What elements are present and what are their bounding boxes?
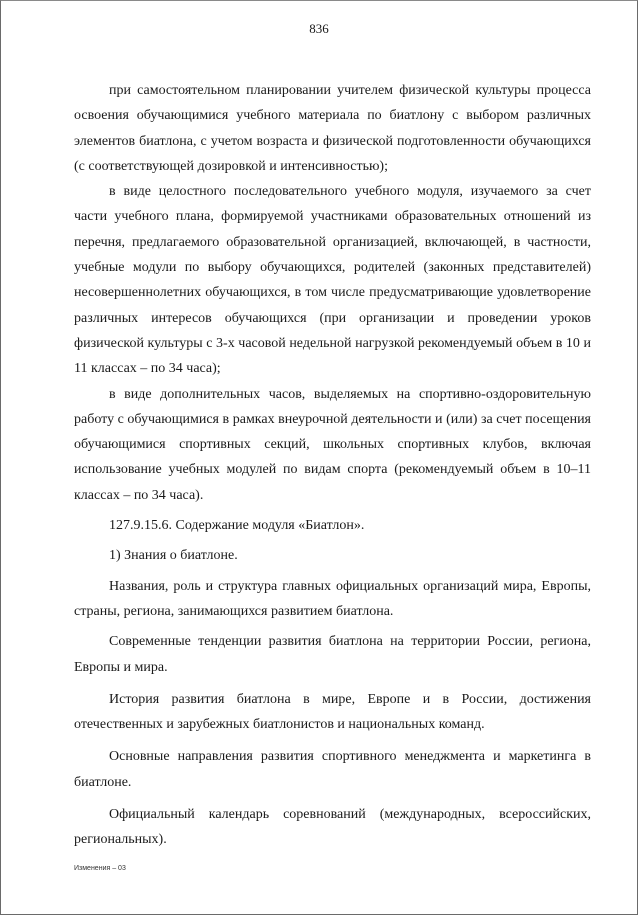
paragraph-learning-module: в виде целостного последовательного учебного модуля, изучаемого за счет части учебного плана, формируемой участниками образовательных отношений из перечня, предлагаемого образовательной организацией, включающей, в частности, учебные модули по выбору обучающихся, родителей (законных представителей) несовершеннолетних обучающихся, в том числе предусматривающие удовлетворение различных интересов обучающихся (при организации и проведении уроков физической культуры с 3-х часовой недельной нагрузкой рекомендуемый объем в 10 и 11 классах – по 34 часа); xyxy=(74,184,591,377)
paragraph-trends: Современные тенденции развития биатлона на территории России, региона, Европы и мира. xyxy=(74,634,591,675)
paragraph-additional-hours: в виде дополнительных часов, выделяемых на спортивно-оздоровительную работу с обучающимися в рамках внеурочной деятельности и (или) за счет посещения обучающимися спортивных секций, школьных спортивных клубов, включая использование учебных модулей по видам спорта (рекомендуемый объем в 10–11 классах – по 34 часа). xyxy=(74,386,591,503)
section-heading: 127.9.15.6. Содержание модуля «Биатлон». xyxy=(109,518,365,534)
page-number: 836 xyxy=(309,21,329,36)
subsection-heading: 1) Знания о биатлоне. xyxy=(109,548,238,564)
paragraph-history: История развития биатлона в мире, Европе и в России, достижения отечественных и зарубежных биатлонистов и национальных команд. xyxy=(74,691,591,733)
paragraph-management: Основные направления развития спортивного менеджмента и маркетинга в биатлоне. xyxy=(74,749,591,790)
paragraph-calendar: Официальный календарь соревнований (международных, всероссийских, региональных). xyxy=(74,807,591,848)
document-body xyxy=(74,78,591,853)
paragraph-organizations: Названия, роль и структура главных официальных организаций мира, Европы, страны, региона, занимающихся развитием биатлона. xyxy=(74,578,591,619)
footer-revision: Изменения – 03 xyxy=(74,865,126,872)
paragraph-self-planning: при самостоятельном планировании учителем физической культуры процесса освоения обучающимися учебного материала по биатлону с выбором различных элементов биатлона, с учетом возраста и физической подготовленности обучающихся (с соответствующей дозировкой и интенсивностью); xyxy=(74,83,591,174)
